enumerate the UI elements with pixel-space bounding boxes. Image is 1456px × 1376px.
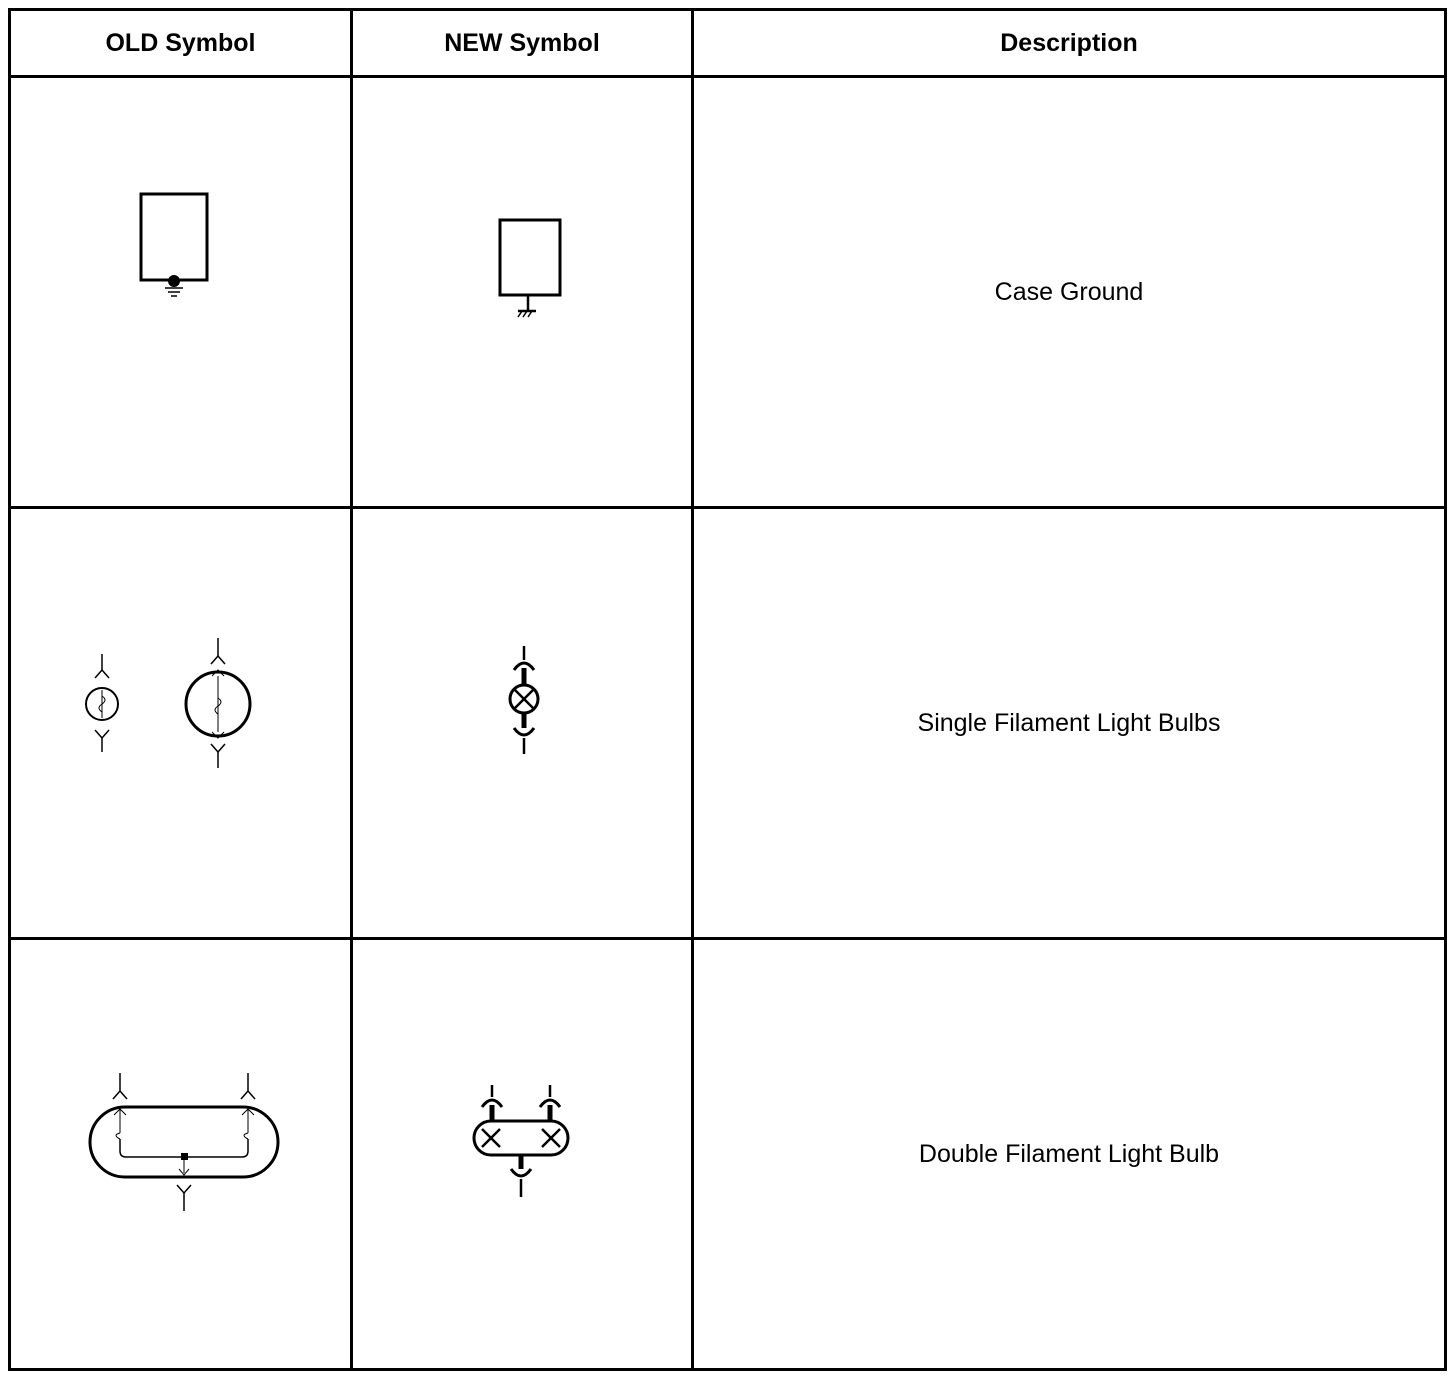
description-cell bbox=[693, 508, 1446, 939]
case-ground-new-icon bbox=[470, 210, 590, 350]
description-cell bbox=[693, 939, 1446, 1370]
old-symbol-cell bbox=[10, 508, 352, 939]
double-filament-bulb-new-icon bbox=[462, 1083, 582, 1213]
description-cell bbox=[693, 77, 1446, 508]
description-text: Double Filament Light Bulb bbox=[918, 1139, 1220, 1168]
description-text: Single Filament Light Bulbs bbox=[917, 708, 1221, 737]
table-row bbox=[10, 508, 1446, 939]
single-filament-bulb-new-icon bbox=[484, 644, 564, 774]
new-symbol-cell bbox=[352, 939, 693, 1370]
table-row bbox=[10, 77, 1446, 508]
header-description: Description bbox=[693, 10, 1446, 77]
new-symbol-cell bbox=[352, 77, 693, 508]
double-filament-bulb-old-icon bbox=[85, 1071, 285, 1221]
header-new-symbol: NEW Symbol bbox=[352, 10, 693, 77]
table-header-row bbox=[10, 10, 1446, 77]
symbol-table-container bbox=[8, 8, 1444, 1368]
old-symbol-cell bbox=[10, 939, 352, 1370]
single-filament-bulb-old-icon bbox=[47, 636, 287, 786]
case-ground-old-icon bbox=[115, 184, 235, 324]
description-text: Case Ground bbox=[994, 277, 1144, 306]
new-symbol-cell bbox=[352, 508, 693, 939]
table-row bbox=[10, 939, 1446, 1370]
old-symbol-cell bbox=[10, 77, 352, 508]
symbol-comparison-table bbox=[8, 8, 1447, 1371]
header-old-symbol: OLD Symbol bbox=[10, 10, 352, 77]
